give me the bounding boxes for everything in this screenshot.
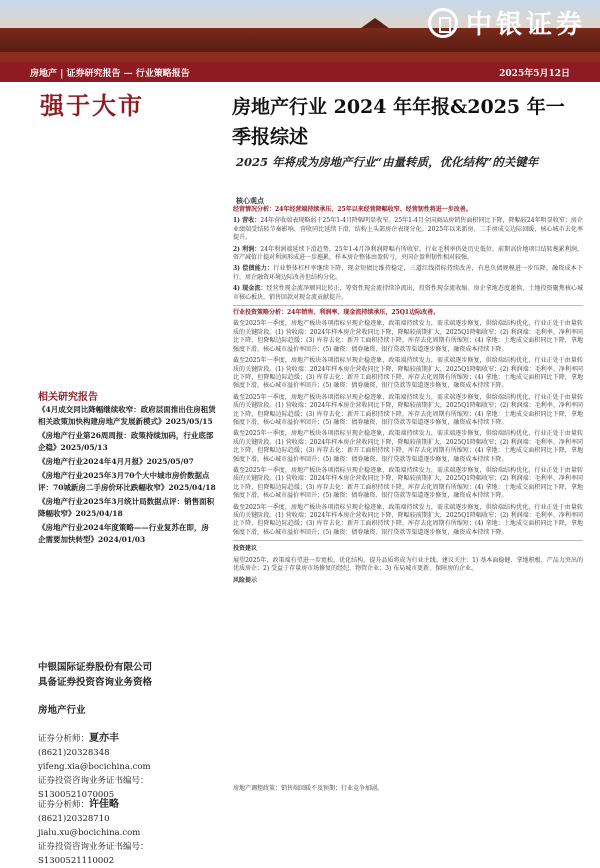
body-text: 截至2025年一季度，房地产板块各项指标呈现企稳迹象，政策端持续发力，需求端逐步修复，供给端结构优化，行业正处于由量转质的关键阶段。(1) 营收端：2024年样本房企营收同比下降，降幅较前期扩大，2025Q1降幅收窄；(2) 利润端：毛利率、净利率同比下降，但降幅边际趋缓；(3) 库存去化：新开工面积持续下降，库存去化周期有所缩短；(4) 拿地：土地成交面积同比下降，拿地强度下滑，核心城市溢价率回升；(5) 融资：债券融资、银行贷款等渠道逐步修复，融资成本持续下降。 — [233, 320, 583, 353]
report-subtitle: 2025 年将成为房地产行业“由量转质，优化结构”的关键年 — [236, 155, 539, 169]
body-text: 截至2025年一季度，房地产板块各项指标呈现企稳迹象，政策端持续发力，需求端逐步修复，供给端结构优化，行业正处于由量转质的关键阶段。(1) 营收端：2024年样本房企营收同比下降，降幅较前期扩大，2025Q1降幅收窄；(2) 利润端：毛利率、净利率同比下降，但降幅边际趋缓；(3) 库存去化：新开工面积持续下降，库存去化周期有所缩短；(4) 拿地：土地成交面积同比下降，拿地强度下滑，核心城市溢价率回升；(5) 融资：债券融资、银行贷款等渠道逐步修复，融资成本持续下降。 — [233, 503, 583, 536]
analyst-cert: 证券投资咨询业务证书编号：S1300521070005 — [38, 776, 149, 800]
body-text: 截至2025年一季度，房地产板块各项指标呈现企稳迹象，政策端持续发力，需求端逐步修复，供给端结构优化，行业正处于由量转质的关键阶段。(1) 营收端：2024年样本房企营收同比下降，降幅较前期扩大，2025Q1降幅收窄；(2) 利润端：毛利率、净利率同比下降，但降幅边际趋缓；(3) 库存去化：新开工面积持续下降，库存去化周期有所缩短；(4) 拿地：土地成交面积同比下降，拿地强度下滑，核心城市溢价率回升；(5) 融资：债券融资、银行贷款等渠道逐步修复，融资成本持续下降。 — [233, 466, 583, 500]
report-category-bar — [0, 62, 600, 82]
brand-logo — [428, 4, 586, 41]
paragraph-text: 行业整体杠杆率继续下降，现金短债比维持稳定，三道红线指标持续改善，有息负债规模进一步压降，融资成本下行，房企融资环境边际改善但结构分化。 — [233, 265, 583, 281]
analyst-name: 许佳略 — [89, 799, 120, 810]
report-title: 房地产行业 2024 年年报&2025 年一季报综述 — [232, 96, 565, 148]
body-text: 截至2025年一季度，房地产板块各项指标呈现企稳迹象，政策端持续发力，需求端逐步修复，供给端结构优化，行业正处于由量转质的关键阶段。(1) 营收端：2024年样本房企营收同比下降，降幅较前期扩大，2025Q1降幅收窄；(2) 利润端：毛利率、净利率同比下降，但降幅边际趋缓；(3) 库存去化：新开工面积持续下降，库存去化周期有所缩短；(4) 拿地：土地成交面积同比下降，拿地强度下滑，核心城市溢价率回升；(5) 融资：债券融资、银行贷款等渠道逐步修复，融资成本持续下降。 — [233, 357, 583, 390]
analyst-role: 证券分析师： — [38, 800, 90, 810]
divider — [233, 305, 583, 306]
risk-warning-title: 风险提示 — [233, 577, 258, 585]
divider — [233, 540, 583, 541]
paragraph-text: 24年利润端延续下滑趋势，25年1-4月净利润降幅有所收窄。行业毛利率仍处历史低位，前期高价地项目结转拖累利润，资产减值计提对利润形成进一步拖累，样本房企整体由盈转亏，央国企盈利韧性相对较强。 — [233, 245, 583, 262]
investment-advice-text: 展望2025年，政策端有望进一步宽松，优化结构、提升品质将成为行业主线。建议关注：1) 基本面稳健、拿地积极、产品力突出的优质房企；2) 受益于存量房市场修复的经纪、物管企业；3) 布局城市更新、保障房的企业。 — [233, 556, 583, 573]
paragraph-text: 24年营收端表现略弱于25年1-4月降幅明显收窄。25年1-4月全国商品房销售面积同比下降，降幅较24年明显收窄；房企业绩端受结转节奏影响，营收同比延续下滑，结构上头部房企表现分化。2025年以来新房、二手房成交边际回暖，核心城市去化率提升。 — [233, 217, 583, 242]
header-banner — [0, 0, 600, 62]
industry-label: 房地产行业 — [38, 705, 86, 716]
report-category: 房地产 | 证券研究报告 — 行业策略报告 — [30, 68, 190, 79]
paragraph-head: 2) 利润： — [233, 245, 261, 253]
bank-logo-icon — [428, 8, 458, 38]
paragraph-head: 3) 偿债能力： — [233, 265, 274, 273]
strategy-heading: 行业投资策略分析：24年销售、利润率、现金流持续承压，25Q1边际改善。 — [233, 309, 440, 317]
analyst-card — [38, 732, 218, 802]
report-date: 2025年5月12日 — [499, 68, 570, 79]
paragraph-text: 经营性现金流净额同比转正，筹资性现金流持续净流出，投资性现金流收缩。房企拿地态度谨慎，土地投资聚焦核心城市核心板块，销售回款对现金流贡献提升。 — [233, 285, 583, 301]
core-views-label: 核心观点 — [236, 196, 264, 205]
related-report-item[interactable]: 《房地产行业第26周周报：政策持续加码，行业底部企稳》2025/05/13 — [38, 431, 214, 452]
analyst-role: 证券分析师： — [38, 734, 90, 744]
analyst-email[interactable]: jialu.xu@bocichina.com — [38, 828, 141, 838]
paragraph — [233, 265, 583, 282]
related-reports-list — [38, 404, 216, 548]
intro-heading: 经营情况分析：24年经营端持续承压，25年以来经营降幅收窄、经营韧性将进一步改善。 — [233, 206, 472, 213]
report-body — [233, 206, 583, 796]
paragraph-head: 4) 现金流： — [233, 285, 267, 293]
company-name: 中银国际证券股份有限公司 — [38, 662, 153, 673]
paragraph — [233, 217, 583, 242]
industry-rating: 强于大市 — [40, 91, 144, 120]
analyst-cert: 证券投资咨询业务证书编号：S1300521110002 — [38, 842, 149, 866]
left-sidebar — [0, 82, 218, 866]
brand-name: 中银证券 — [465, 10, 586, 40]
body-text: 截至2025年一季度，房地产板块各项指标呈现企稳迹象，政策端持续发力，需求端逐步修复，供给端结构优化，行业正处于由量转质的关键阶段。(1) 营收端：2024年样本房企营收同比下降，降幅较前期扩大，2025Q1降幅收窄；(2) 利润端：毛利率、净利率同比下降，但降幅边际趋缓；(3) 库存去化：新开工面积持续下降，库存去化周期有所缩短；(4) 拿地：土地成交面积同比下降，拿地强度下滑，核心城市溢价率回升；(5) 融资：债券融资、银行贷款等渠道逐步修复，融资成本持续下降。 — [233, 430, 583, 463]
related-reports-title: 相关研究报告 — [38, 392, 98, 403]
analyst-name: 夏亦丰 — [89, 733, 120, 744]
related-report-item[interactable]: 《房地产行业2024年4月月报》2025/05/07 — [38, 457, 194, 466]
related-report-item[interactable]: 《房地产行业2025年3月统计局数据点评：销售面积降幅收窄》2025/04/18 — [38, 497, 215, 518]
company-qualification: 具备证券投资咨询业务资格 — [38, 677, 153, 688]
body-text: 截至2025年一季度，房地产板块各项指标呈现企稳迹象，政策端持续发力，需求端逐步修复，供给端结构优化，行业正处于由量转质的关键阶段。(1) 营收端：2024年样本房企营收同比下降，降幅较前期扩大，2025Q1降幅收窄；(2) 利润端：毛利率、净利率同比下降，但降幅边际趋缓；(3) 库存去化：新开工面积持续下降，库存去化周期有所缩短；(4) 拿地：土地成交面积同比下降，拿地强度下滑，核心城市溢价率回升；(5) 融资：债券融资、银行贷款等渠道逐步修复，融资成本持续下降。 — [233, 393, 583, 426]
related-report-item[interactable]: 《房地产行业2025年3月70个大中城市房价数据点评：70城新房二手房价环比跌幅收窄》2025/04/18 — [38, 471, 216, 492]
analyst-phone: (8621)20328348 — [38, 748, 110, 758]
paragraph — [233, 246, 583, 263]
paragraph-head: 1) 营收： — [233, 217, 261, 225]
red-wall — [0, 52, 600, 62]
related-report-item[interactable]: 《房地产行业2024年度策略——行业复苏在即，房企需要加快转型》2024/01/03 — [38, 523, 209, 544]
related-report-item[interactable]: 《4月成交同比降幅继续收窄：政府层面推出住房租赁相关政策加快构建房地产发展新模式》2025/05/15 — [38, 405, 216, 426]
analyst-card — [38, 798, 218, 868]
company-info — [38, 660, 216, 690]
analyst-email[interactable]: yifeng.xia@bocichina.com — [38, 762, 151, 772]
paragraph — [233, 285, 583, 302]
investment-advice-title: 投资建议 — [233, 545, 258, 553]
risk-warning-text: 房地产调控政策：销售端回暖不及预期；行业竞争加剧。 — [233, 785, 384, 792]
analyst-phone: (8621)20328710 — [38, 814, 110, 824]
